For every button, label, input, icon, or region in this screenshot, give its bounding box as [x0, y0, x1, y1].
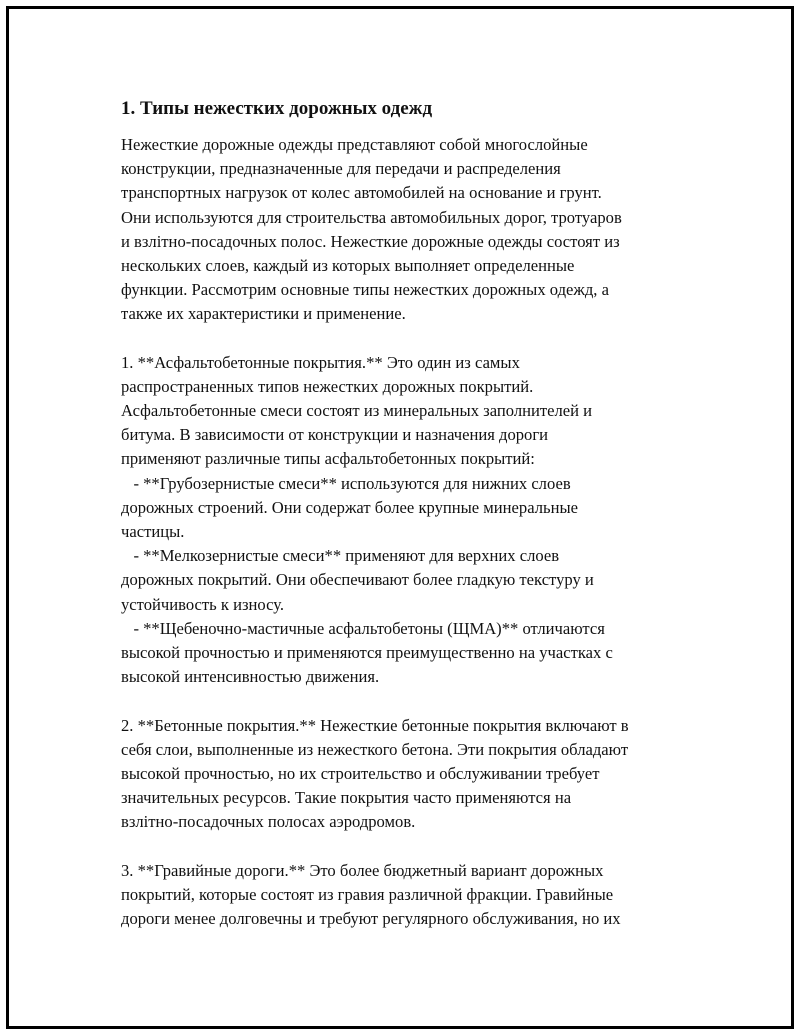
text-line: и взлітно-посадочных полос. Нежесткие дорожные одежды состоят из — [121, 231, 620, 251]
text-line: покрытий, которые состоят из гравия различной фракции. Гравийные — [121, 884, 614, 904]
paragraph — [121, 714, 701, 835]
paragraph-gap — [121, 327, 701, 351]
paragraph — [121, 351, 701, 690]
section-title: 1. Типы нежестких дорожных одежд — [121, 98, 433, 119]
text-line: применяют различные типы асфальтобетонных покрытий: — [121, 449, 535, 469]
text-line: функции. Рассмотрим основные типы нежестких дорожных одежд, а — [121, 280, 609, 300]
text-line: 1. **Асфальтобетонные покрытия.** Это один из самых — [121, 352, 520, 372]
text-line: взлітно-посадочных полосах аэродромов. — [121, 812, 416, 832]
paragraph — [121, 859, 701, 932]
text-line: 2. **Бетонные покрытия.** Нежесткие бетонные покрытия включают в — [121, 715, 629, 735]
text-line: - **Грубозернистые смеси** используются для нижних слоев — [121, 473, 571, 493]
text-line: Асфальтобетонные смеси состоят из минеральных заполнителей и — [121, 401, 593, 421]
text-line: нескольких слоев, каждый из которых выполняет определенные — [121, 255, 575, 275]
text-line: 3. **Гравийные дороги.** Это более бюджетный вариант дорожных — [121, 860, 604, 880]
text-line: высокой прочностью и применяются преимущественно на участках с — [121, 642, 613, 662]
text-line: транспортных нагрузок от колес автомобилей на основание и грунт. — [121, 183, 602, 203]
document-page — [6, 6, 794, 1029]
text-line: - **Щебеночно-мастичные асфальтобетоны (ЩМА)** отличаются — [121, 618, 605, 638]
text-line: дороги менее долговечны и требуют регулярного обслуживания, но их — [121, 909, 621, 928]
text-line: себя слои, выполненные из нежесткого бетона. Эти покрытия обладают — [121, 739, 629, 759]
text-line: значительных ресурсов. Такие покрытия часто применяются на — [121, 788, 572, 808]
text-line: конструкции, предназначенные для передачи и распределения — [121, 159, 561, 179]
text-line: распространенных типов нежестких дорожных покрытий. — [121, 376, 534, 396]
text-line: устойчивость к износу. — [121, 594, 285, 614]
text-line: дорожных строений. Они содержат более крупные минеральные — [121, 497, 578, 517]
paragraph-gap — [121, 834, 701, 858]
text-line: частицы. — [121, 522, 185, 541]
text-line: высокой прочностью, но их строительство и обслуживании требует — [121, 763, 600, 783]
document-content — [121, 97, 701, 931]
text-line: - **Мелкозернистые смеси** применяют для верхних слоев — [121, 546, 560, 566]
document-body — [121, 133, 701, 931]
text-line: битума. В зависимости от конструкции и назначения дороги — [121, 425, 549, 445]
text-line: высокой интенсивностью движения. — [121, 667, 380, 687]
text-line: Они используются для строительства автомобильных дорог, тротуаров — [121, 207, 622, 227]
paragraph — [121, 133, 701, 327]
paragraph-gap — [121, 689, 701, 713]
text-line: дорожных покрытий. Они обеспечивают более гладкую текстуру и — [121, 570, 594, 590]
text-line: Нежесткие дорожные одежды представляют собой многослойные — [121, 135, 588, 154]
text-line: также их характеристики и применение. — [121, 304, 406, 324]
